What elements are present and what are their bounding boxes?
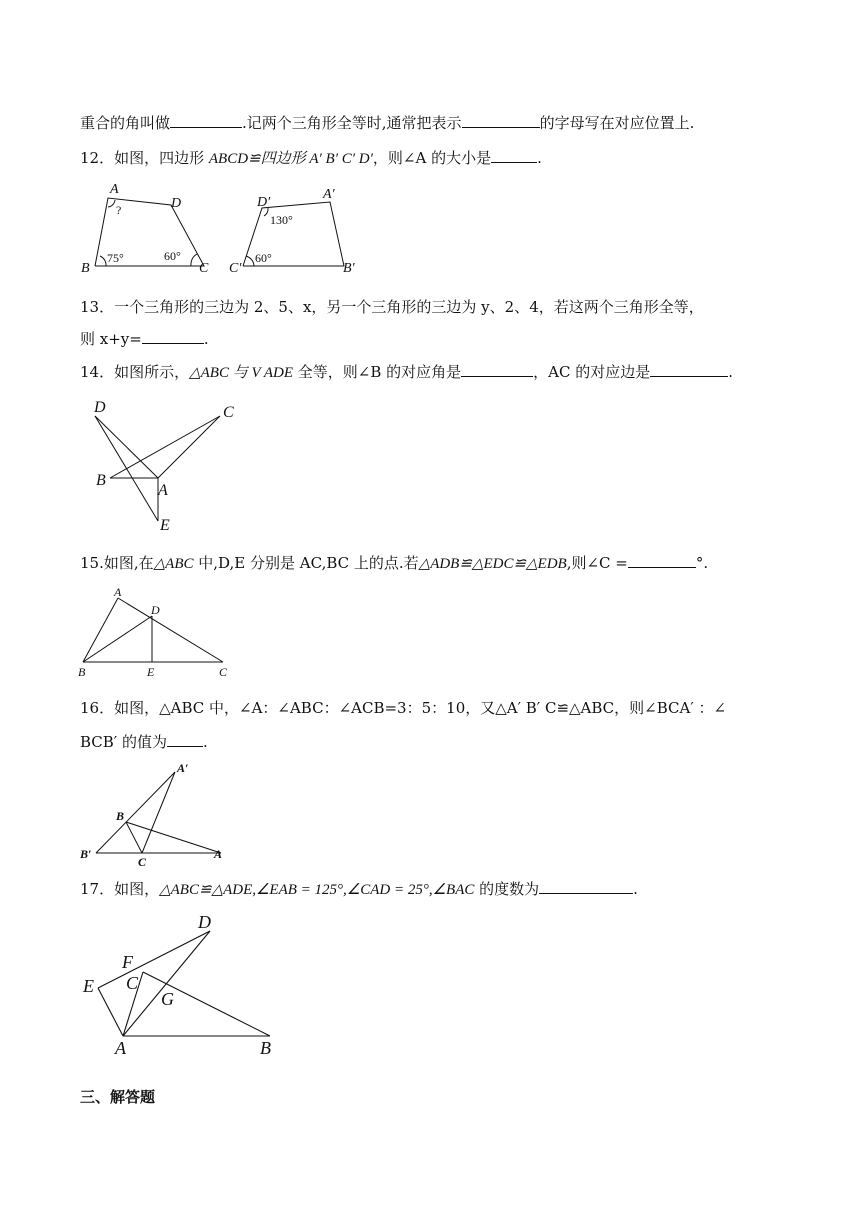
question-12: 12．如图，四边形 ABCD≌四边形 A′ B′ C′ D′，则∠A 的大小是 . bbox=[80, 146, 542, 170]
label-C: C bbox=[219, 665, 228, 679]
label-D-prime: D′ bbox=[257, 195, 271, 210]
angle-arc-c2 bbox=[246, 256, 254, 266]
answer-blank[interactable] bbox=[539, 877, 633, 894]
label-B-prime: B′ bbox=[80, 847, 92, 861]
figure-q12 bbox=[78, 180, 368, 278]
segment-BA bbox=[126, 822, 221, 853]
label-E: E bbox=[160, 517, 170, 534]
label-G: G bbox=[161, 989, 174, 1009]
question-13: 13．一个三角形的三边为 2、5、x，另一个三角形的三边为 y、2、4，若这两个三角形全等， bbox=[80, 298, 704, 316]
answer-blank[interactable] bbox=[462, 111, 540, 128]
segment-AE bbox=[98, 988, 123, 1036]
answer-blank[interactable] bbox=[461, 360, 533, 377]
figure-q14 bbox=[80, 396, 250, 536]
segment-BA bbox=[83, 598, 118, 662]
label-C-prime: C′ bbox=[229, 261, 242, 276]
label-A: A bbox=[110, 182, 119, 197]
label-B-prime: B′ bbox=[343, 261, 355, 276]
segment-BD bbox=[83, 616, 152, 662]
text-line-top: 重合的角叫做 .记两个三角形全等时,通常把表示 的字母写在对应位置上. bbox=[80, 111, 694, 134]
answer-blank[interactable] bbox=[491, 146, 537, 163]
label-60deg-2: 60° bbox=[255, 251, 272, 265]
label-B: B bbox=[81, 261, 90, 276]
label-C: C bbox=[199, 261, 209, 276]
answer-blank[interactable] bbox=[650, 360, 728, 377]
label-130deg: 130° bbox=[270, 213, 293, 227]
figure-q17 bbox=[80, 906, 290, 1056]
segment-A2C bbox=[142, 772, 175, 853]
label-60deg: 60° bbox=[164, 249, 181, 263]
label-C: C bbox=[126, 973, 139, 993]
segment-AC bbox=[158, 416, 220, 478]
question-16-line2: BCB′ 的值为 . bbox=[80, 730, 208, 753]
label-D: D bbox=[198, 912, 211, 932]
label-A-prime: A′ bbox=[177, 761, 189, 775]
label-A: A bbox=[214, 847, 223, 861]
label-E: E bbox=[83, 976, 94, 996]
label-B: B bbox=[260, 1038, 271, 1058]
label-A: A bbox=[158, 482, 168, 499]
angle-arc-a bbox=[108, 200, 115, 207]
section-heading: 三、解答题 bbox=[80, 1088, 156, 1106]
label-F: F bbox=[122, 952, 133, 972]
label-D: D bbox=[151, 603, 160, 617]
answer-blank[interactable] bbox=[167, 730, 203, 747]
question-14: 14．如图所示，△ABC 与 V ADE 全等，则∠B 的对应角是 ，AC 的对应边是 . bbox=[80, 360, 733, 384]
angle-arc-c bbox=[191, 254, 197, 266]
answer-blank[interactable] bbox=[142, 327, 204, 344]
label-A: A bbox=[114, 585, 122, 599]
label-A-prime: A′ bbox=[323, 187, 335, 202]
answer-blank[interactable] bbox=[170, 111, 242, 128]
label-D: D bbox=[94, 399, 106, 416]
figure-q15 bbox=[78, 585, 238, 683]
label-C: C bbox=[138, 855, 147, 869]
question-16: 16．如图，△ABC 中，∠A：∠ABC：∠ACB=3：5：10，又△A′ B′ C≌△ABC，则∠BCA′ ：∠ bbox=[80, 699, 727, 717]
label-B: B bbox=[96, 472, 106, 489]
segment-ED bbox=[98, 931, 210, 988]
label-75deg: 75° bbox=[107, 251, 124, 265]
label-question-mark: ? bbox=[116, 203, 122, 217]
label-B: B bbox=[116, 809, 125, 823]
label-A: A bbox=[115, 1038, 126, 1058]
label-B: B bbox=[78, 665, 86, 679]
answer-blank[interactable] bbox=[628, 551, 696, 568]
segment-AC bbox=[118, 598, 223, 662]
angle-arc-b bbox=[100, 256, 106, 266]
label-E: E bbox=[147, 665, 155, 679]
question-13-line2: 则 x+y= . bbox=[80, 327, 209, 350]
question-17: 17．如图，△ABC≌△ADE,∠EAB = 125°,∠CAD = 25°,∠BAC 的度数为 . bbox=[80, 877, 638, 901]
label-D: D bbox=[171, 196, 182, 211]
figure-q16 bbox=[78, 760, 238, 870]
question-15: 15.如图,在△ABC 中,D,E 分别是 AC,BC 上的点.若△ADB≌△EDC≌△EDB,则∠C = °. bbox=[80, 551, 708, 575]
label-C: C bbox=[223, 404, 234, 421]
